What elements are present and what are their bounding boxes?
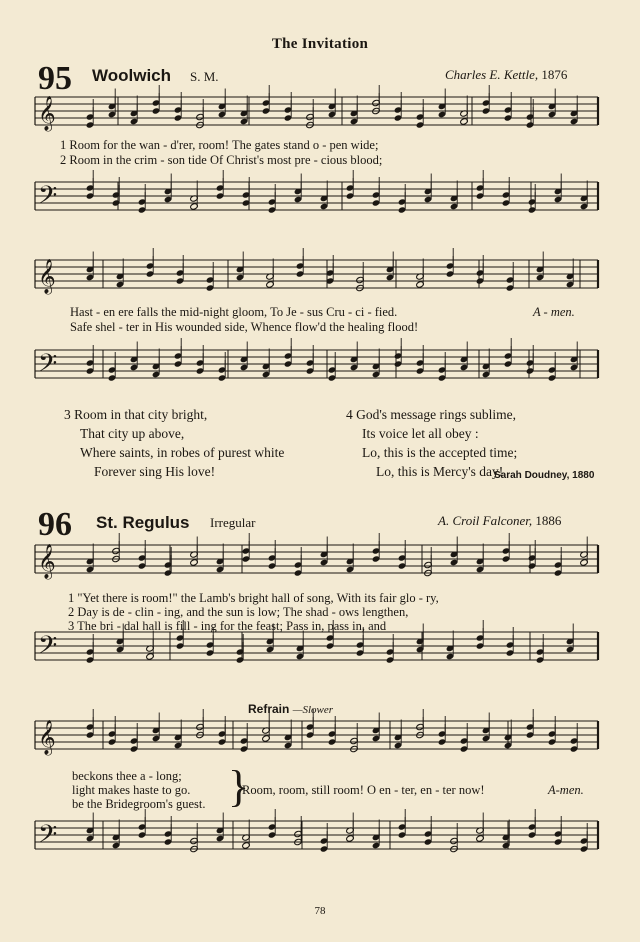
clef-symbol: 𝄞 — [38, 720, 56, 755]
stanza-line: Where saints, in robes of purest white — [80, 445, 285, 460]
brace-glyph: } — [228, 762, 250, 811]
stanza-line: Lo, this is Mercy's day! — [376, 464, 504, 479]
stanza-line: 4 God's message rings sublime, — [346, 407, 517, 422]
lyric-line: Hast - en ere falls the mid-night gloom, To Je - sus Cru - ci - fied. — [70, 305, 398, 319]
stanza-line: Forever sing His love! — [94, 464, 216, 479]
refrain-word: Refrain — [248, 702, 290, 716]
tune-name: St. Regulus — [96, 513, 190, 532]
stanza-line: 3 Room in that city bright, — [64, 407, 208, 422]
refrain-tempo: —Slower — [292, 704, 334, 716]
lyric-line: 1 "Yet there is room!" the Lamb's bright hall of song, With its fair glo - ry, — [68, 591, 439, 605]
section-title: The Invitation — [271, 36, 369, 52]
meter: Irregular — [210, 515, 256, 530]
composer-year: 1886 — [535, 513, 562, 528]
refrain-lyric: Room, room, still room! O en - ter, en - ter now! — [242, 783, 485, 797]
lyric-line: be the Bridegroom's guest. — [72, 797, 206, 811]
stanza-3 — [64, 405, 284, 481]
stanza-line: Lo, this is the accepted time; — [362, 445, 518, 460]
page-number: 78 — [314, 905, 326, 917]
clef-symbol: 𝄢 — [38, 181, 58, 216]
stanza-4 — [346, 405, 517, 481]
amen-label: A-men. — [548, 783, 584, 797]
composer-name: A. Croil Falconer, — [438, 513, 533, 528]
lyric-line: 1 Room for the wan - d'rer, room! The gates stand o - pen wide; — [60, 138, 379, 152]
meter: S. M. — [190, 69, 219, 84]
lyric-line: 2 Day is de - clin - ing, and the sun is low; The shad - ows lengthen, — [68, 605, 409, 619]
lyric-line: 2 Room in the crim - son tide Of Christ's most pre - cious blood; — [60, 153, 383, 167]
clef-symbol: 𝄞 — [38, 544, 56, 579]
refrain-label — [248, 702, 333, 716]
amen-label: A - men. — [533, 305, 575, 319]
composer — [438, 513, 561, 529]
lyric-line: Safe shel - ter in His wounded side, Whence flow'd the healing flood! — [70, 320, 419, 334]
hymn-number: 95 — [38, 60, 72, 97]
composer-year: 1876 — [541, 67, 568, 82]
stanza-line: Its voice let all obey : — [362, 426, 479, 441]
clef-symbol: 𝄢 — [38, 349, 58, 384]
clef-symbol: 𝄢 — [38, 820, 58, 855]
tune-name: Woolwich — [92, 66, 172, 85]
clef-symbol: 𝄞 — [38, 259, 56, 294]
lyric-line: beckons thee a - long; — [72, 769, 182, 783]
clef-symbol: 𝄢 — [38, 631, 58, 666]
hymn-number: 96 — [38, 506, 72, 543]
composer-name: Charles E. Kettle, — [445, 67, 539, 82]
lyric-line: light makes haste to go. — [72, 783, 191, 797]
clef-symbol: 𝄞 — [38, 96, 56, 131]
stanza-line: That city up above, — [80, 426, 185, 441]
hymn-author: Sarah Doudney, 1880 — [494, 470, 595, 481]
lyric-line: 3 The bri - dal hall is fill - ing for the feast; Pass in, pass in, and — [68, 619, 387, 633]
